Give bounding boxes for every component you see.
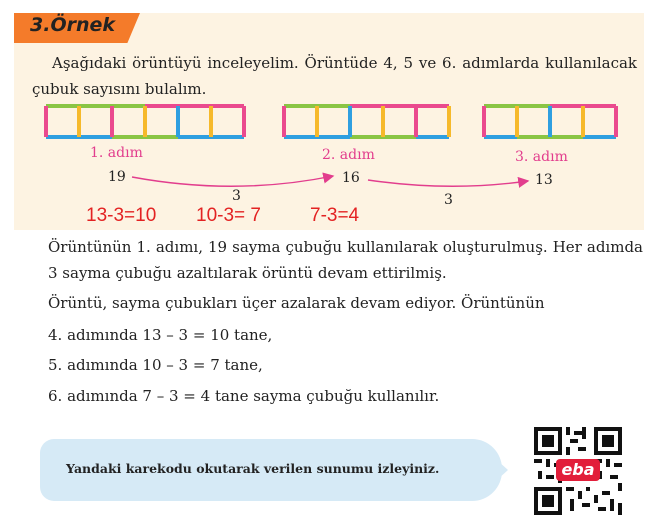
step-1-count: 19 [108, 169, 126, 185]
handwritten-eq-1: 13-3=10 [86, 205, 157, 226]
step-2-count: 16 [342, 170, 360, 186]
handwritten-eq-2: 10-3= 7 [196, 205, 261, 226]
step-1-sticks [46, 106, 244, 137]
paragraph-3: 4. adımında 13 – 3 = 10 tane, [48, 326, 273, 344]
paragraph-1: Örüntünün 1. adımı, 19 sayma çubuğu kullanılarak oluşturulmuş. Her adımda 3 sayma çubuğu azaltılarak örüntü devam ettirilmiş. [48, 238, 643, 282]
paragraph-2: Örüntü, sayma çubukları üçer azalarak devam ediyor. Örüntünün [48, 294, 545, 312]
eba-logo: eba [556, 459, 600, 481]
arrow-2-to-3 [368, 180, 528, 186]
step-2-sticks [284, 106, 449, 137]
paragraph-4: 5. adımında 10 – 3 = 7 tane, [48, 356, 263, 374]
callout-text: Yandaki karekodu okutarak verilen sunumu izleyiniz. [66, 461, 440, 476]
example-title: 3.Örnek [30, 14, 116, 36]
paragraph-5: 6. adımında 7 – 3 = 4 tane sayma çubuğu kullanılır. [48, 387, 440, 405]
step-3-sticks [484, 106, 616, 137]
step-3-label: 3. adım [515, 149, 568, 165]
difference-2: 3 [444, 192, 453, 208]
step-3-count: 13 [535, 172, 553, 188]
arrow-1-to-2 [132, 176, 333, 186]
step-2-label: 2. adım [322, 147, 375, 163]
step-1-label: 1. adım [90, 145, 143, 161]
callout-tail [488, 452, 508, 488]
difference-1: 3 [232, 188, 241, 204]
handwritten-eq-3: 7-3=4 [310, 205, 360, 226]
intro-text: Aşağıdaki örüntüyü inceleyelim. Örüntüde 4, 5 ve 6. adımlarda kullanılacak çubuk sayısını bulalım. [32, 54, 637, 98]
